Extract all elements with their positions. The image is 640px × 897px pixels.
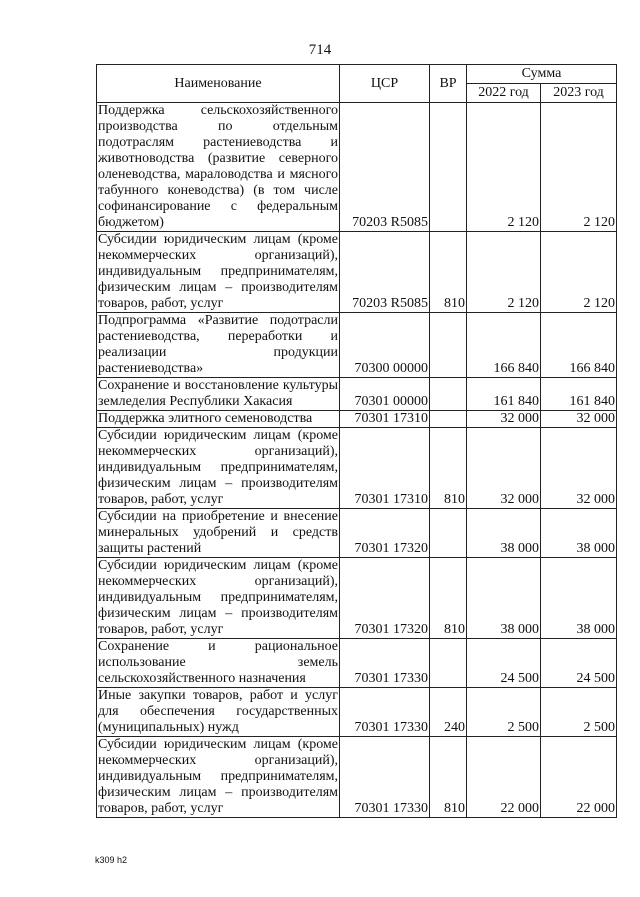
- table-row: [97, 313, 617, 378]
- table-row: [97, 688, 617, 737]
- budget-table: [96, 64, 617, 818]
- row-amount-2022: 24 500: [467, 639, 541, 688]
- row-csr: 70203 R5085: [340, 232, 430, 313]
- row-amount-2022: 161 840: [467, 378, 541, 411]
- row-name: Поддержка сельскохозяйственного производства по отдельным подотраслям растениеводства и животноводства (развитие северного оленеводства, мараловодства и мясного табунного коневодства) (в том числе софинансирование с федеральным бюджетом): [98, 103, 338, 230]
- table-row: [97, 737, 617, 818]
- row-amount-2022: 2 500: [467, 688, 541, 737]
- table-row: [97, 232, 617, 313]
- row-name: Субсидии юридическим лицам (кроме некоммерческих организаций), индивидуальным предпринимателям, физическим лицам – производителям товаров, работ, услуг: [98, 428, 338, 507]
- row-name: Субсидии юридическим лицам (кроме некоммерческих организаций), индивидуальным предпринимателям, физическим лицам – производителям товаров, работ, услуг: [98, 737, 338, 816]
- row-name: Подпрограмма «Развитие подотрасли растениеводства, переработки и реализации продукции растениеводства»: [98, 313, 338, 376]
- row-amount-2023: 2 500: [541, 688, 617, 737]
- row-vr: [430, 378, 467, 411]
- row-amount-2023: 32 000: [541, 411, 617, 428]
- row-vr: [430, 639, 467, 688]
- row-name: Сохранение и восстановление культуры земледелия Республики Хакасия: [98, 378, 338, 409]
- row-csr: 70301 17320: [340, 558, 430, 639]
- row-amount-2022: 22 000: [467, 737, 541, 818]
- row-vr: 810: [430, 428, 467, 509]
- row-name: Субсидии на приобретение и внесение минеральных удобрений и средств защиты растений: [98, 509, 338, 556]
- row-csr: 70301 17330: [340, 639, 430, 688]
- row-name: Субсидии юридическим лицам (кроме некоммерческих организаций), индивидуальным предпринимателям, физическим лицам – производителям товаров, работ, услуг: [98, 558, 338, 637]
- row-csr: 70301 17310: [340, 428, 430, 509]
- row-amount-2022: 38 000: [467, 509, 541, 558]
- footer-code: k309 h2: [95, 855, 128, 865]
- row-csr: 70301 17330: [340, 688, 430, 737]
- row-vr: 810: [430, 737, 467, 818]
- row-amount-2023: 2 120: [541, 232, 617, 313]
- row-amount-2023: 38 000: [541, 558, 617, 639]
- row-amount-2023: 32 000: [541, 428, 617, 509]
- row-vr: 810: [430, 558, 467, 639]
- row-amount-2023: 161 840: [541, 378, 617, 411]
- row-vr: [430, 411, 467, 428]
- table-row: [97, 639, 617, 688]
- table-row: [97, 509, 617, 558]
- row-amount-2022: 38 000: [467, 558, 541, 639]
- row-amount-2022: 32 000: [467, 428, 541, 509]
- header-sum: Сумма: [467, 65, 617, 84]
- row-vr: [430, 509, 467, 558]
- row-vr: [430, 313, 467, 378]
- header-csr: ЦСР: [340, 65, 430, 103]
- header-vr: ВР: [430, 65, 467, 103]
- row-csr: 70301 17330: [340, 737, 430, 818]
- header-name: Наименование: [97, 65, 340, 103]
- row-csr: 70301 17310: [340, 411, 430, 428]
- row-vr: 240: [430, 688, 467, 737]
- row-amount-2023: 38 000: [541, 509, 617, 558]
- table-row: [97, 558, 617, 639]
- row-amount-2022: 166 840: [467, 313, 541, 378]
- row-name: Субсидии юридическим лицам (кроме некоммерческих организаций), индивидуальным предпринимателям, физическим лицам – производителям товаров, работ, услуг: [98, 232, 338, 311]
- table-row: [97, 428, 617, 509]
- table-row: [97, 411, 617, 428]
- row-amount-2023: 2 120: [541, 103, 617, 232]
- row-vr: 810: [430, 232, 467, 313]
- row-name: Поддержка элитного семеноводства: [97, 411, 340, 428]
- row-csr: 70203 R5085: [340, 103, 430, 232]
- row-name: Сохранение и рациональное использование земель сельскохозяйственного назначения: [98, 639, 338, 686]
- header-year-2023: 2023 год: [541, 84, 617, 103]
- row-csr: 70301 17320: [340, 509, 430, 558]
- row-amount-2022: 2 120: [467, 232, 541, 313]
- row-amount-2022: 32 000: [467, 411, 541, 428]
- row-name: Иные закупки товаров, работ и услуг для обеспечения государственных (муниципальных) нужд: [98, 688, 338, 735]
- row-csr: 70300 00000: [340, 313, 430, 378]
- row-amount-2023: 22 000: [541, 737, 617, 818]
- table-row: [97, 103, 617, 232]
- row-amount-2022: 2 120: [467, 103, 541, 232]
- header-year-2022: 2022 год: [467, 84, 541, 103]
- table-row: [97, 378, 617, 411]
- row-csr: 70301 00000: [340, 378, 430, 411]
- page-number: 714: [308, 42, 332, 58]
- row-vr: [430, 103, 467, 232]
- row-amount-2023: 24 500: [541, 639, 617, 688]
- row-amount-2023: 166 840: [541, 313, 617, 378]
